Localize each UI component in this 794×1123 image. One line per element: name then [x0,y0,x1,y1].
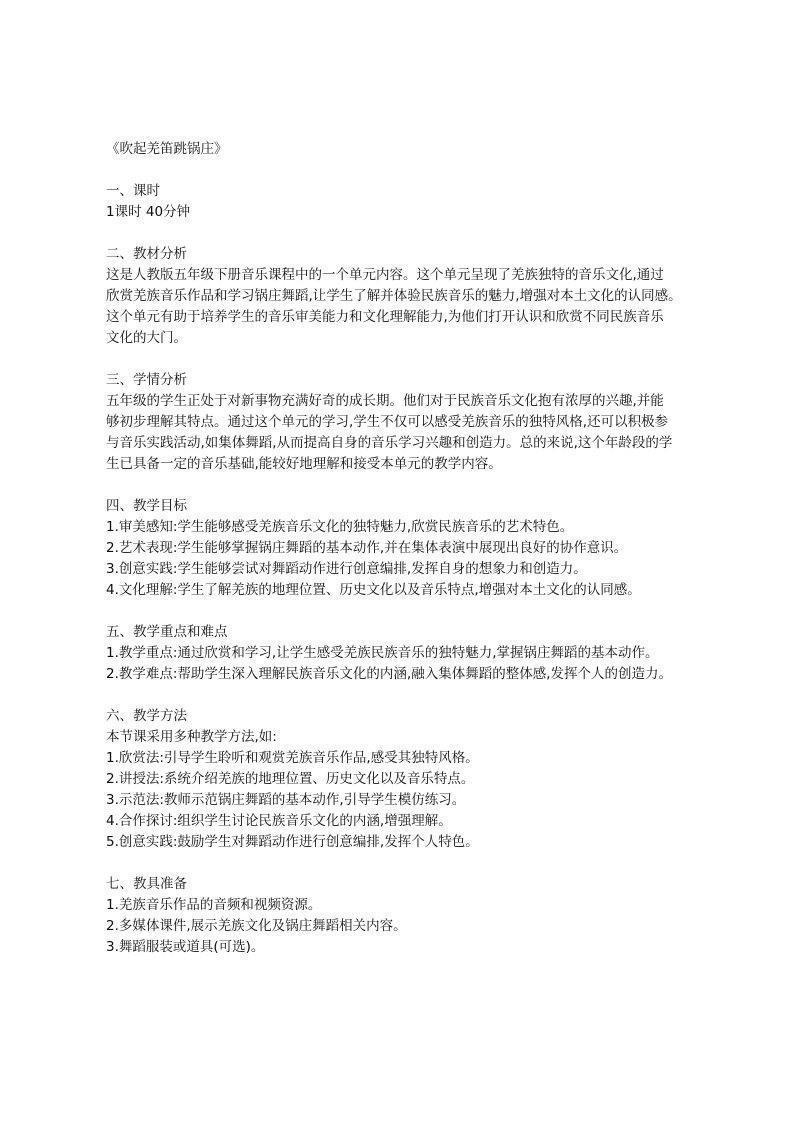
section-line: 2.艺术表现:学生能够掌握锅庄舞蹈的基本动作,并在集体表演中展现出良好的协作意识。 [106,540,628,556]
section-line: 文化的大门。 [106,330,187,346]
section-line: 1.审美感知:学生能够感受羌族音乐文化的独特魅力,欣赏民族音乐的艺术特色。 [106,519,574,535]
section-heading: 一、课时 [106,183,160,199]
section-heading: 二、教材分析 [106,246,187,262]
section-line: 1.欣赏法:引导学生聆听和观赏羌族音乐作品,感受其独特风格。 [106,750,479,766]
section-line: 1课时 40分钟 [106,204,191,220]
section-line: 够初步理解其特点。通过这个单元的学习,学生不仅可以感受羌族音乐的独特风格,还可以积极参 [106,414,669,430]
section-class-hours [106,181,706,223]
section-teaching-goals [106,496,706,601]
section-line: 3.示范法:教师示范锅庄舞蹈的基本动作,引导学生模仿练习。 [106,792,466,808]
section-line: 4.合作探讨:组织学生讨论民族音乐文化的内涵,增强理解。 [106,813,452,829]
section-line: 2.讲授法:系统介绍羌族的地理位置、历史文化以及音乐特点。 [106,771,475,787]
section-line: 1.教学重点:通过欣赏和学习,让学生感受羌族民族音乐的独特魅力,掌握锅庄舞蹈的基本动作。 [106,645,659,661]
section-line: 4.文化理解:学生了解羌族的地理位置、历史文化以及音乐特点,增强对本土文化的认同感。 [106,582,641,598]
section-line: 本节课采用多种教学方法,如: [106,729,277,745]
section-line: 欣赏羌族音乐作品和学习锅庄舞蹈,让学生了解并体验民族音乐的魅力,增强对本土文化的认同感。 [106,288,682,304]
section-student-analysis [106,370,706,475]
section-line: 2.多媒体课件,展示羌族文化及锅庄舞蹈相关内容。 [106,918,407,934]
section-teaching-aids [106,874,706,958]
section-key-points [106,622,706,685]
section-line: 3.创意实践:学生能够尝试对舞蹈动作进行创意编排,发挥自身的想象力和创造力。 [106,561,587,577]
section-textbook-analysis [106,244,706,349]
section-teaching-methods [106,706,706,853]
section-heading: 六、教学方法 [106,708,187,724]
section-line: 五年级的学生正处于对新事物充满好奇的成长期。他们对于民族音乐文化抱有浓厚的兴趣,并能 [106,393,664,409]
section-line: 这是人教版五年级下册音乐课程中的一个单元内容。这个单元呈现了羌族独特的音乐文化,通过 [106,267,664,283]
document-body [106,139,706,979]
section-line: 5.创意实践:鼓励学生对舞蹈动作进行创意编排,发挥个人特色。 [106,834,479,850]
section-heading: 五、教学重点和难点 [106,624,228,640]
section-heading: 三、学情分析 [106,372,187,388]
section-line: 与音乐实践活动,如集体舞蹈,从而提高自身的音乐学习兴趣和创造力。总的来说,这个年龄段的学 [106,435,673,451]
section-line: 3.舞蹈服装或道具(可选)。 [106,939,265,955]
section-heading: 四、教学目标 [106,498,187,514]
section-heading: 七、教具准备 [106,876,187,892]
section-line: 1.羌族音乐作品的音频和视频资源。 [106,897,322,913]
section-line: 生已具备一定的音乐基础,能较好地理解和接受本单元的教学内容。 [106,456,502,472]
document-title: 《吹起羌笛跳锅庄》 [106,141,228,157]
section-line: 2.教学难点:帮助学生深入理解民族音乐文化的内涵,融入集体舞蹈的整体感,发挥个人的创造力。 [106,666,673,682]
section-line: 这个单元有助于培养学生的音乐审美能力和文化理解能力,为他们打开认识和欣赏不同民族音乐 [106,309,664,325]
